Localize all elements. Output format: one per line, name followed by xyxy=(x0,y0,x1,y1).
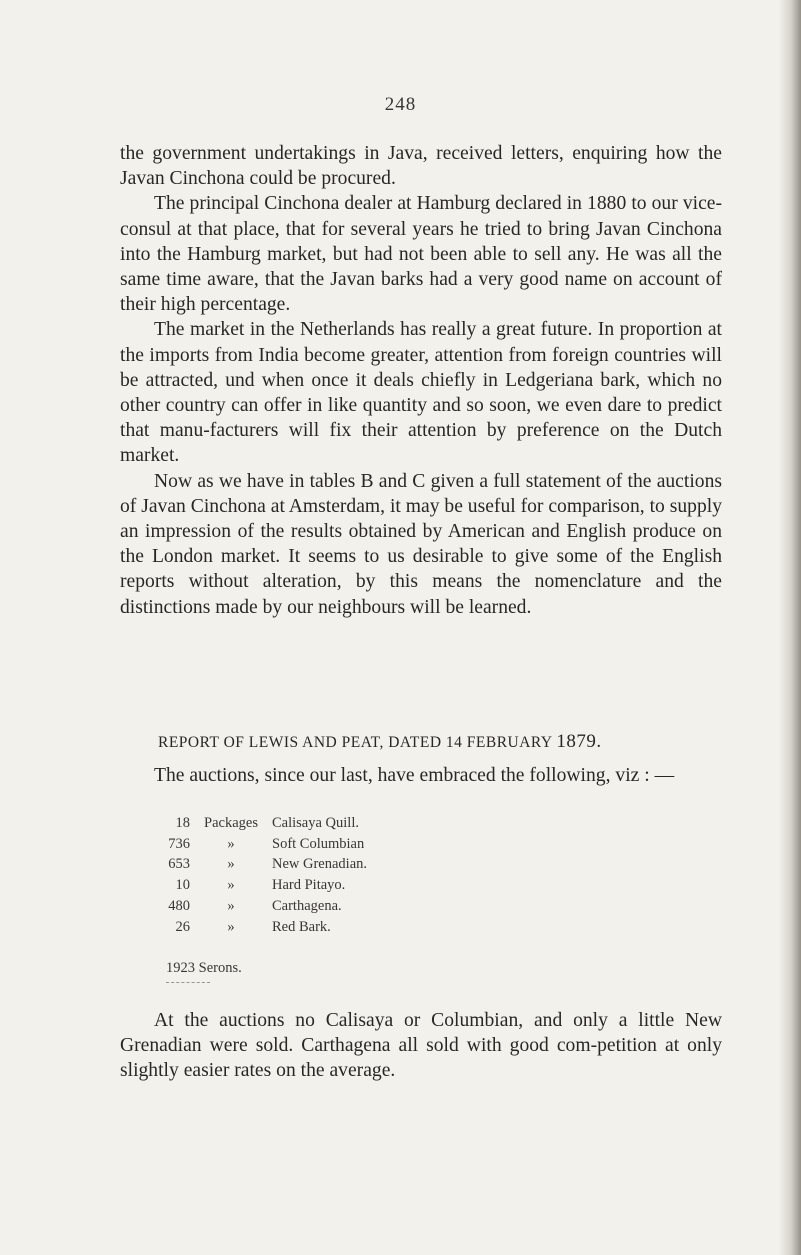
package-unit: » xyxy=(227,898,235,915)
report-heading xyxy=(158,731,758,753)
paragraph: The principal Cinchona dealer at Hamburg declared in 1880 to our vice-consul at that place, that for several years he tried to bring Javan Cinchona into the Hamburg market, but had not been able to sell any. He was all the same time aware, that the Javan barks had a very good name on account of their high percentage. xyxy=(120,193,722,316)
paragraph: the government undertakings in Java, received letters, enquiring how the Javan Cinchona could be procured. xyxy=(120,143,722,190)
package-count: 480 xyxy=(168,898,190,915)
table-row xyxy=(148,875,367,896)
closing-paragraph xyxy=(120,1008,722,1084)
package-unit: » xyxy=(227,835,235,852)
package-count: 10 xyxy=(175,877,190,894)
paragraph: The market in the Netherlands has really a great future. In proportion at the imports from India become greater, attention from foreign countries will be attracted, und when once it deals chiefly in Ledgeriana bark, which no other country can offer in like quantity and so soon, we even dare to predict that manu-facturers will fix their attention by preference on the Dutch market. xyxy=(120,319,722,467)
bark-description: Calisaya Quill. xyxy=(272,814,359,831)
total-underline xyxy=(166,982,210,983)
package-unit: Packages xyxy=(204,814,258,831)
bark-description: Soft Columbian xyxy=(272,835,365,852)
package-unit: » xyxy=(227,877,235,894)
table-row xyxy=(148,813,367,834)
report-heading-text: REPORT OF LEWIS AND PEAT, DATED 14 FEBRUARY xyxy=(158,734,553,751)
bark-description: Hard Pitayo. xyxy=(272,877,346,894)
package-count: 653 xyxy=(168,856,190,873)
bark-description: Red Bark. xyxy=(272,918,331,935)
report-heading-year: 1879. xyxy=(556,731,602,752)
table-row xyxy=(148,834,367,855)
page-number: 248 xyxy=(384,94,417,115)
bark-description: Carthagena. xyxy=(272,898,342,915)
table-row xyxy=(148,855,367,876)
body-paragraphs xyxy=(120,141,722,620)
table-row xyxy=(148,917,367,938)
package-unit: » xyxy=(227,856,235,873)
table-row xyxy=(148,896,367,917)
package-count: 26 xyxy=(175,918,190,935)
bark-description: New Grenadian. xyxy=(272,856,368,873)
package-count: 736 xyxy=(168,835,190,852)
intro-paragraph xyxy=(120,763,722,788)
paragraph: Now as we have in tables B and C given a full statement of the auctions of Javan Cinchona at Amsterdam, it may be useful for comparison, to supply an impression of the results obtained by American and English produce on the London market. It seems to us desirable to give some of the English reports without alteration, by this means the nomenclature and the distinctions made by our neighbours will be learned. xyxy=(120,470,722,618)
package-count: 18 xyxy=(175,814,190,831)
paragraph: At the auctions no Calisaya or Columbian, and only a little New Grenadian were sold. Carthagena all sold with good com-petition at only slightly easier rates on the average. xyxy=(120,1010,722,1082)
total-serons: 1923 Serons. xyxy=(166,960,242,976)
paragraph: The auctions, since our last, have embraced the following, viz : — xyxy=(154,765,675,786)
page-edge-shadow xyxy=(779,0,801,1255)
package-unit: » xyxy=(227,918,235,935)
auction-list-table xyxy=(148,813,367,938)
